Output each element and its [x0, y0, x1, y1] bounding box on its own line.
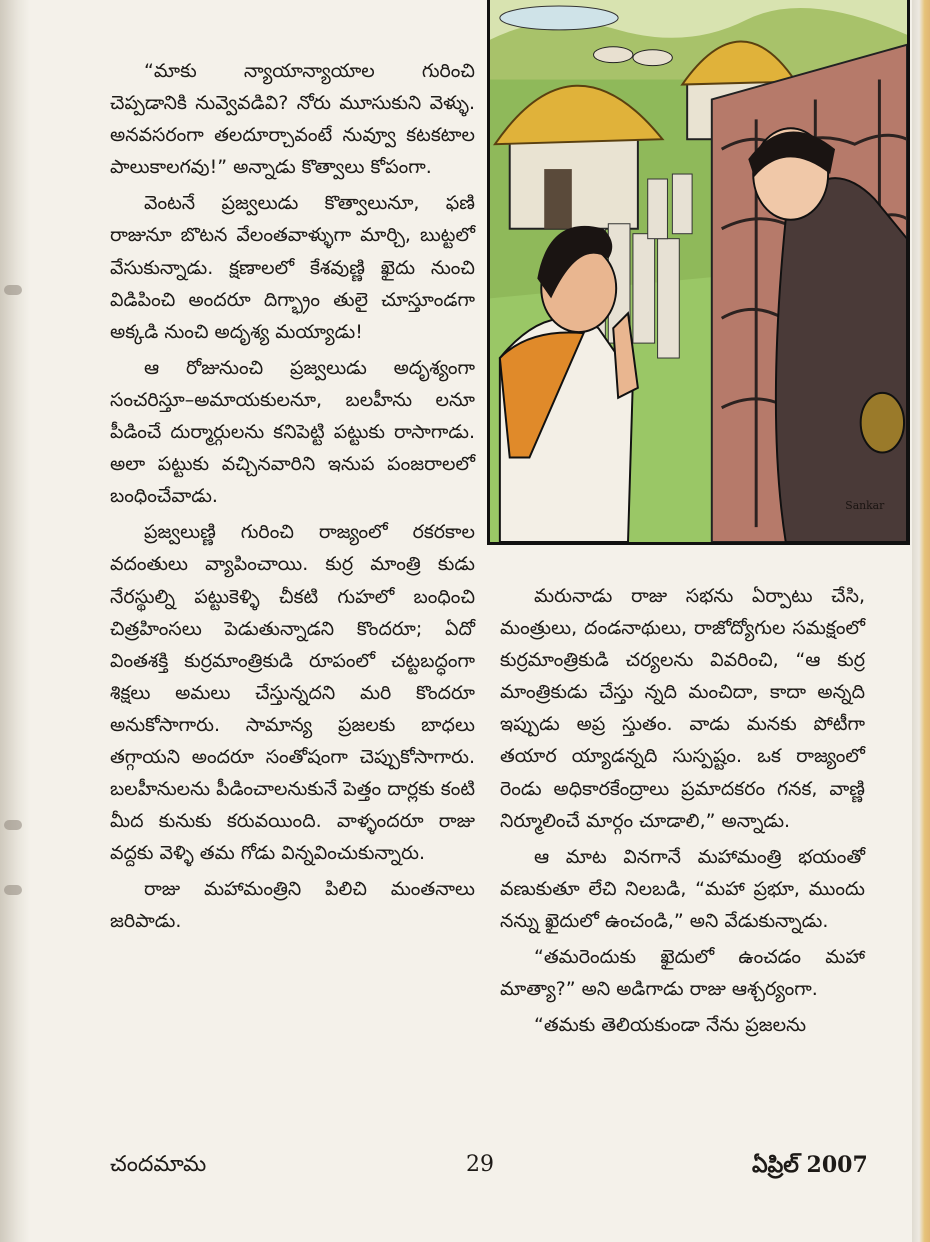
next-page-edge: [912, 0, 930, 1242]
paragraph: ప్రజ్వలుణ్ణి గురించి రాజ్యంలో రకరకాల వదంతులు వ్యాపించాయి. కుర్ర మాంత్రి కుడు నేరస్థుల్ని పట్టుకెళ్ళి చీకటి గుహలో బంధించి చిత్రహింసలు పెడుతున్నాడని కొందరూ; ఏదో వింతశక్తి కుర్రమాంత్రికుడి రూపంలో చట్టబద్ధంగా శిక్షలు అమలు చేస్తున్నదని మరి కొందరూ అనుకోసాగారు. సామాన్య ప్రజలకు బాధలు తగ్గాయని అందరూ సంతోషంగా చెప్పుకోసాగారు. బలహీనులను పీడించాలనుకునే పెత్తం దార్లకు కంటి మీద కునుకు కరువయింది. వాళ్ళందరూ రాజు వద్దకు వెళ్ళి తమ గోడు విన్నవించుకున్నారు.: [110, 521, 475, 865]
paragraph: మరునాడు రాజు సభను ఏర్పాటు చేసి, మంత్రులు, దండనాథులు, రాజోద్యోగుల సమక్షంలో కుర్రమాంత్రికుడి చర్యలను వివరించి, “ఆ కుర్ర మాంత్రికుడు చేస్తు న్నది మంచిదా, కాదా అన్నది ఇప్పుడు అప్ర స్తుతం. వాడు మనకు పోటీగా తయార య్యాడన్నది సుస్పష్టం. ఒక రాజ్యంలో రెండు అధికారకేంద్రాలు ప్రమాదకరం గనక, వాణ్ణి నిర్మూలించే మార్గం చూడాలి,” అన్నాడు.: [500, 585, 865, 832]
magazine-name: చందమామ: [110, 1152, 207, 1177]
paragraph: వెంటనే ప్రజ్వలుడు కొత్వాలునూ, ఫణి రాజునూ బొటన వేలంతవాళ్ళుగా మార్చి, బుట్టలో వేసుకున్నాడు. క్షణాలలో కేశవుణ్ణి ఖైదు నుంచి విడిపించి అందరూ దిగ్భ్రాం తులై చూస్తూండగా అక్కడి నుంచి అదృశ్య మయ్యాడు!: [110, 192, 475, 343]
left-text-column: [110, 55, 475, 942]
paragraph: రాజు మహామంత్రిని పిలిచి మంతనాలు జరిపాడు.: [110, 878, 475, 933]
binding-hole: [4, 885, 22, 895]
binding-hole: [4, 820, 22, 830]
binding-hole: [4, 285, 22, 295]
paragraph: “తమరెందుకు ఖైదులో ఉంచడం మహా మాత్యా?” అని అడిగాడు రాజు ఆశ్చర్యంగా.: [500, 946, 865, 1001]
page-number: 29: [466, 1152, 494, 1177]
paragraph: “తమకు తెలియకుండా నేను ప్రజలను: [534, 1014, 807, 1037]
paragraph: ఆ రోజునుంచి ప్రజ్వలుడు అదృశ్యంగా సంచరిస్తూ–అమాయకులనూ, బలహీను లనూ పీడించే దుర్మార్గులను కనిపెట్టి పట్టుకు రాసాగాడు. అలా పట్టుకు వచ్చినవారిని ఇనుప పంజరాలలో బంధించేవాడు.: [110, 356, 475, 508]
issue-date: ఏప్రిల్ 2007: [752, 1152, 868, 1178]
illustration-drawing: [490, 0, 907, 542]
story-illustration: [487, 0, 910, 545]
right-text-column: [500, 580, 865, 1045]
paragraph: “మాకు న్యాయాన్యాయాల గురించి చెప్పడానికి నువ్వెవడివి? నోరు మూసుకుని వెళ్ళు. అనవసరంగా తలదూర్చావంటే నువ్వూ కటకటాల పాలుకాలగవు!” అన్నాడు కొత్వాలు కోపంగా.: [110, 60, 475, 179]
page-binding: [0, 0, 30, 1242]
illustrator-signature: Sankar: [845, 499, 885, 513]
paragraph: ఆ మాట వినగానే మహామంత్రి భయంతో వణుకుతూ లేచి నిలబడి, “మహా ప్రభూ, ముందు నన్ను ఖైదులో ఉంచండి,” అని వేడుకున్నాడు.: [500, 845, 865, 932]
page-footer: [0, 1152, 912, 1192]
